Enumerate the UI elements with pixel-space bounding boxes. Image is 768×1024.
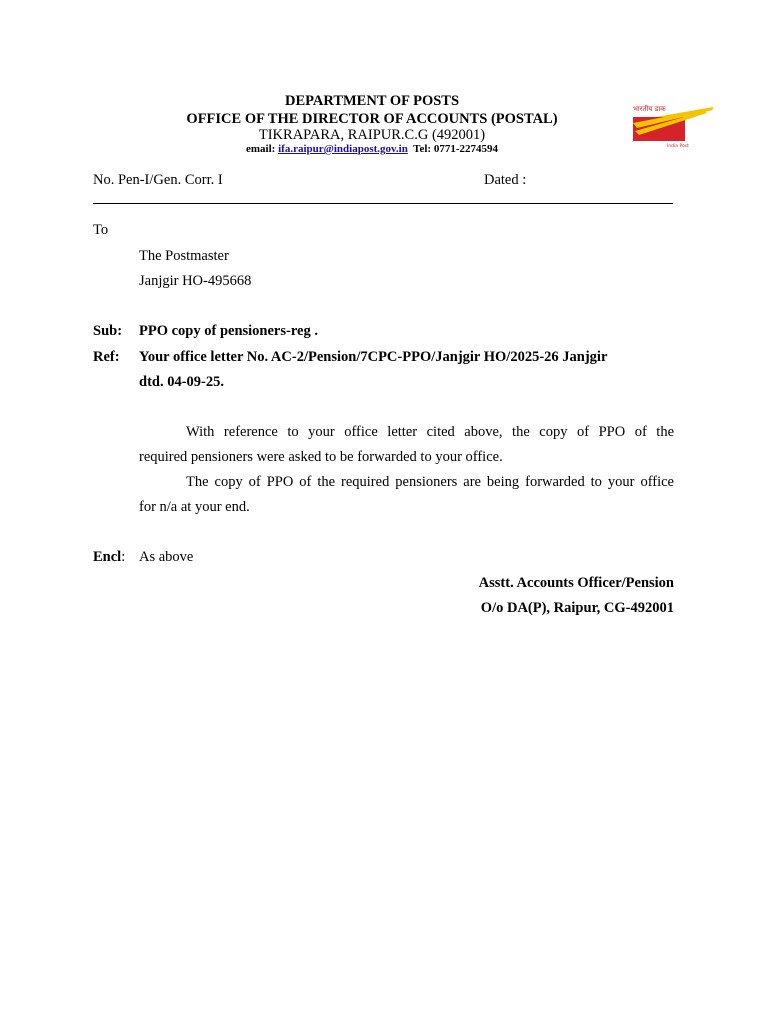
paragraph-1-line-1: With reference to your office letter cited above, the copy of PPO of the	[186, 424, 674, 440]
department-heading: DEPARTMENT OF POSTS	[284, 93, 460, 109]
signatory-office: O/o DA(P), Raipur, CG-492001	[480, 600, 674, 616]
india-post-logo-icon	[619, 101, 719, 151]
logo-hindi-text: भारतीय डाक	[633, 105, 666, 113]
paragraph-1-line-2: required pensioners were asked to be forwarded to your office.	[139, 449, 503, 465]
enclosure-text: As above	[139, 549, 194, 565]
addressee-name: The Postmaster	[139, 248, 229, 264]
email-label: email:	[246, 143, 276, 155]
paragraph-2-line-2: for n/a at your end.	[139, 499, 250, 515]
reference-label: Ref:	[93, 349, 120, 365]
subject-text: PPO copy of pensioners-reg .	[139, 323, 318, 339]
paragraph-2-line-1: The copy of PPO of the required pensioners are being forwarded to your office	[186, 474, 674, 490]
enclosure-colon: :	[121, 549, 126, 565]
enclosure	[93, 549, 125, 566]
telephone: Tel: 0771-2274594	[413, 143, 498, 155]
office-address: TIKRAPARA, RAIPUR.C.G (492001)	[258, 127, 486, 143]
reference-line-1: Your office letter No. AC-2/Pension/7CPC-PPO/Janjgir HO/2025-26 Janjgir	[139, 349, 608, 365]
signatory-designation: Asstt. Accounts Officer/Pension	[478, 575, 674, 591]
enclosure-label: Encl	[93, 549, 122, 565]
letter-number: No. Pen-I/Gen. Corr. I	[93, 172, 223, 188]
logo-english-text: India Post	[667, 144, 689, 149]
office-heading: OFFICE OF THE DIRECTOR OF ACCOUNTS (POSTAL)	[186, 111, 558, 127]
header-divider	[93, 203, 673, 204]
to-label: To	[93, 222, 109, 238]
addressee-office: Janjgir HO-495668	[139, 273, 252, 289]
dated-label: Dated :	[484, 172, 527, 188]
subject-label: Sub:	[93, 323, 123, 339]
reference-line-2: dtd. 04-09-25.	[139, 374, 224, 390]
email-link[interactable]: ifa.raipur@indiapost.gov.in	[278, 143, 408, 155]
